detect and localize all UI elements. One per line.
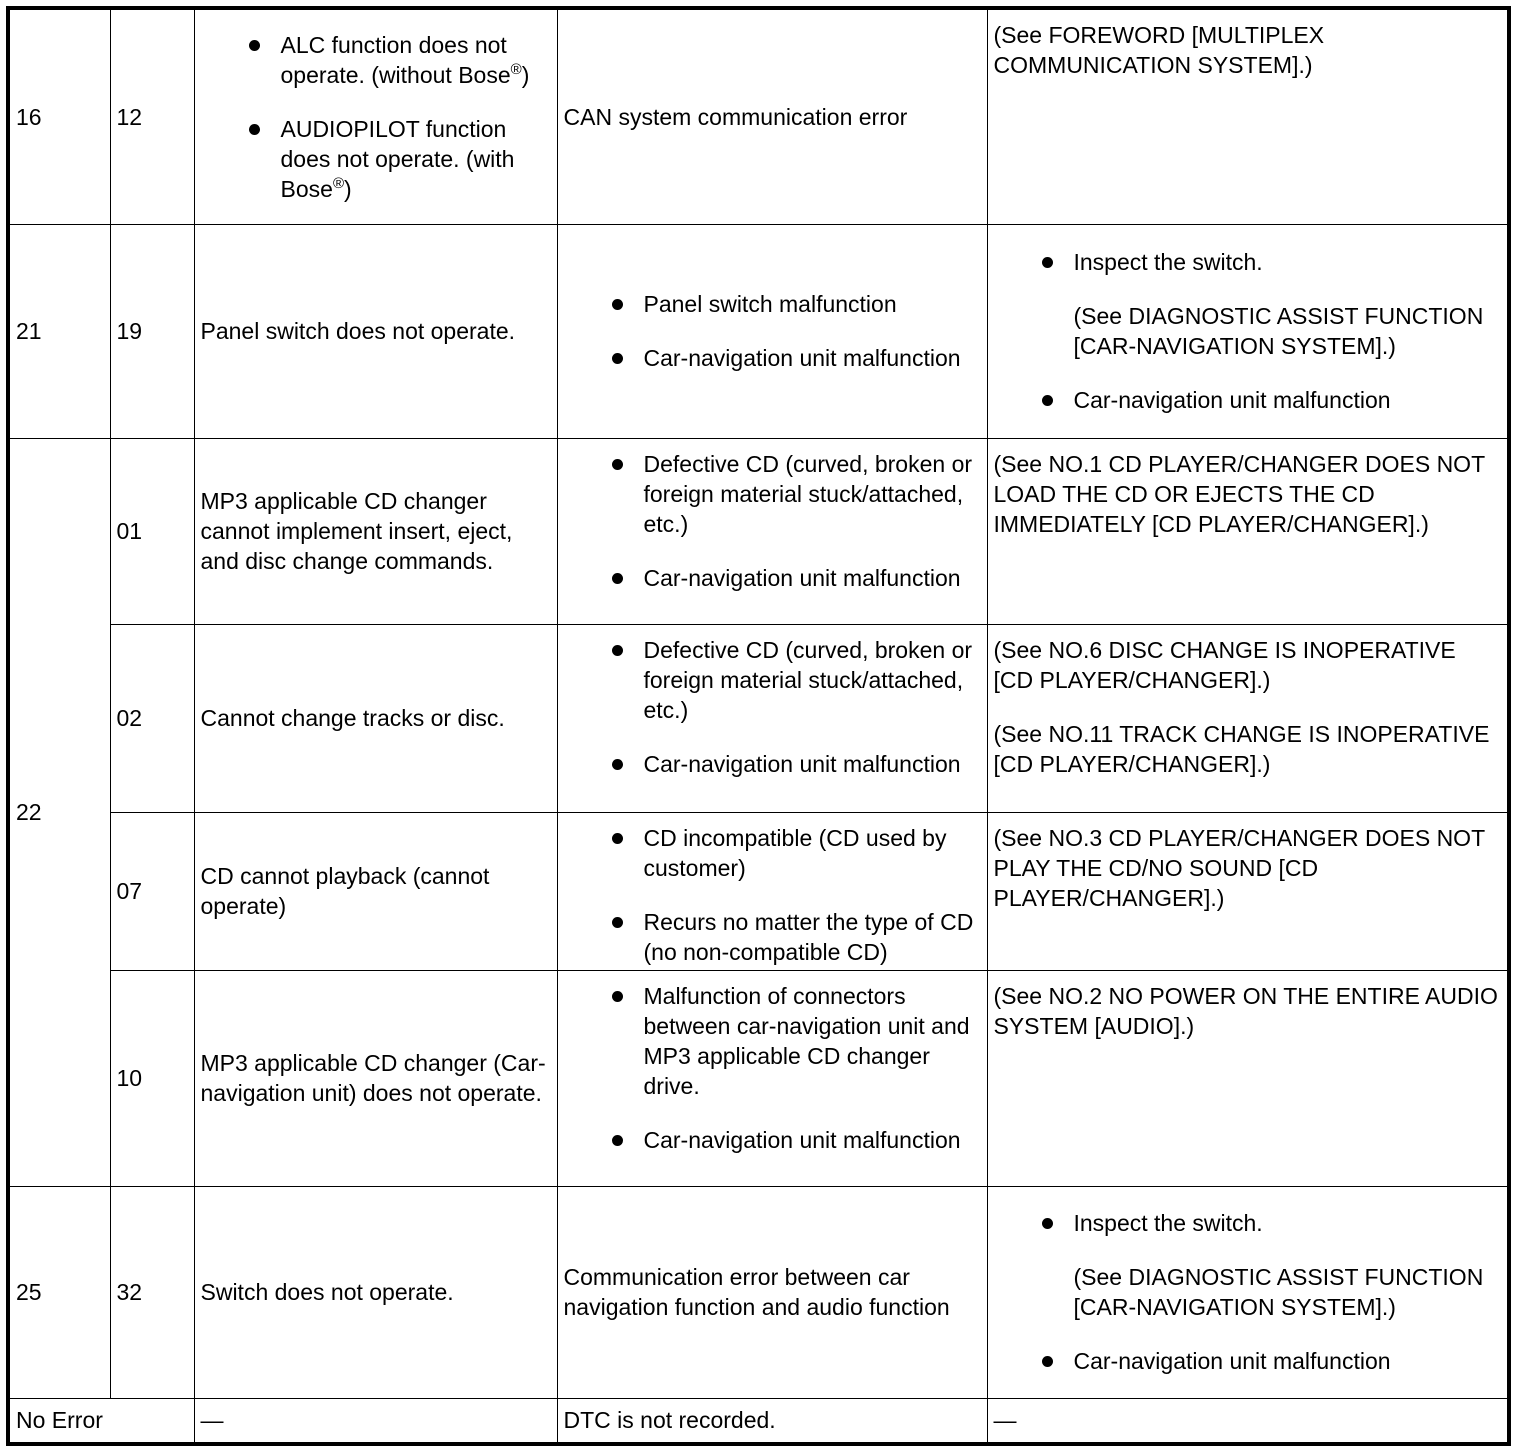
list-item: Car-navigation unit malfunction [1042, 385, 1502, 415]
table-row [8, 438, 1509, 624]
symptom-suffix: ) [521, 61, 530, 88]
list-item: Malfunction of connectors between car-navigation unit and MP3 applicable CD changer drive. [612, 981, 981, 1101]
action-cell: (See NO.1 CD PLAYER/CHANGER DOES NOT LOAD THE CD OR EJECTS THE CD IMMEDIATELY [CD PLAYER/CHANGER].) [987, 438, 1509, 624]
list-item: Car-navigation unit malfunction [612, 749, 981, 779]
code-sub-cell: 19 [110, 224, 194, 438]
cause-cell: CAN system communication error [557, 8, 987, 224]
cause-cell: Communication error between car navigation function and audio function [557, 1186, 987, 1398]
code-main-cell: 21 [8, 224, 110, 438]
symptom-cell: Cannot change tracks or disc. [194, 624, 557, 812]
list-item: Defective CD (curved, broken or foreign material stuck/attached, etc.) [612, 449, 981, 539]
symptom-text: AUDIOPILOT function does not operate. (with Bose [280, 115, 515, 202]
cause-list [564, 635, 981, 779]
symptom-suffix: ) [344, 175, 352, 202]
list-item: Panel switch malfunction [612, 289, 981, 319]
table-row [8, 224, 1509, 438]
list-item [249, 114, 551, 204]
cause-list [564, 981, 981, 1155]
symptom-cell: Switch does not operate. [194, 1186, 557, 1398]
list-item: Recurs no matter the type of CD (no non-compatible CD) [612, 907, 981, 967]
table-row [8, 1186, 1509, 1398]
code-main-cell: 25 [8, 1186, 110, 1398]
list-item: Car-navigation unit malfunction [612, 343, 981, 373]
list-item: Defective CD (curved, broken or foreign material stuck/attached, etc.) [612, 635, 981, 725]
cause-cell [557, 970, 987, 1186]
code-sub-cell: 12 [110, 8, 194, 224]
list-item: CD incompatible (CD used by customer) [612, 823, 981, 883]
code-main-cell: 16 [8, 8, 110, 224]
symptom-cell: Panel switch does not operate. [194, 224, 557, 438]
registered-mark: ® [332, 174, 344, 192]
action-note: (See DIAGNOSTIC ASSIST FUNCTION [CAR-NAVIGATION SYSTEM].) [1073, 1264, 1484, 1320]
cause-cell [557, 624, 987, 812]
code-sub-cell: 10 [110, 970, 194, 1186]
code-sub-cell: 01 [110, 438, 194, 624]
list-item [249, 30, 551, 90]
action-cell: (See NO.2 NO POWER ON THE ENTIRE AUDIO SYSTEM [AUDIO].) [987, 970, 1509, 1186]
symptom-cell: CD cannot playback (cannot operate) [194, 812, 557, 970]
action-cell: — [987, 1398, 1509, 1444]
list-item: Car-navigation unit malfunction [612, 563, 981, 593]
list-item [1042, 247, 1502, 361]
list-item: Car-navigation unit malfunction [1042, 1346, 1502, 1376]
table-row [8, 8, 1509, 224]
action-step: Inspect the switch. [1073, 1210, 1263, 1236]
cause-cell [557, 812, 987, 970]
code-sub-cell: 07 [110, 812, 194, 970]
action-note: (See DIAGNOSTIC ASSIST FUNCTION [CAR-NAVIGATION SYSTEM].) [1073, 303, 1484, 359]
cause-list [564, 289, 981, 373]
symptom-cell: MP3 applicable CD changer cannot implement insert, eject, and disc change commands. [194, 438, 557, 624]
action-cell [987, 224, 1509, 438]
table-row [8, 812, 1509, 970]
action-cell: (See FOREWORD [MULTIPLEX COMMUNICATION SYSTEM].) [987, 8, 1509, 224]
cause-cell: DTC is not recorded. [557, 1398, 987, 1444]
symptom-cell: MP3 applicable CD changer (Car-navigation unit) does not operate. [194, 970, 557, 1186]
symptom-list [201, 30, 551, 204]
action-cell: (See NO.3 CD PLAYER/CHANGER DOES NOT PLAY THE CD/NO SOUND [CD PLAYER/CHANGER].) [987, 812, 1509, 970]
table-row [8, 970, 1509, 1186]
action-list [994, 247, 1502, 415]
symptom-cell: — [194, 1398, 557, 1444]
action-cell [987, 1186, 1509, 1398]
symptom-cell [194, 8, 557, 224]
cause-list [564, 449, 981, 593]
table-row [8, 1398, 1509, 1444]
list-item: Car-navigation unit malfunction [612, 1125, 981, 1155]
cause-cell [557, 224, 987, 438]
registered-mark: ® [510, 60, 522, 78]
code-sub-cell: 32 [110, 1186, 194, 1398]
symptom-text: ALC function does not operate. (without Bose [280, 31, 511, 88]
table-row [8, 624, 1509, 812]
cause-list [564, 823, 981, 967]
action-list [994, 1208, 1502, 1376]
code-sub-cell: 02 [110, 624, 194, 812]
code-main-cell: No Error [8, 1398, 194, 1444]
code-main-cell: 22 [8, 438, 110, 1186]
list-item [1042, 1208, 1502, 1322]
action-step: Inspect the switch. [1073, 249, 1263, 275]
action-text: (See NO.6 DISC CHANGE IS INOPERATIVE [CD PLAYER/CHANGER].) [993, 636, 1456, 693]
dtc-table [6, 6, 1511, 1446]
cause-cell [557, 438, 987, 624]
action-cell [987, 624, 1509, 812]
action-text: (See NO.11 TRACK CHANGE IS INOPERATIVE [CD PLAYER/CHANGER].) [993, 720, 1490, 777]
